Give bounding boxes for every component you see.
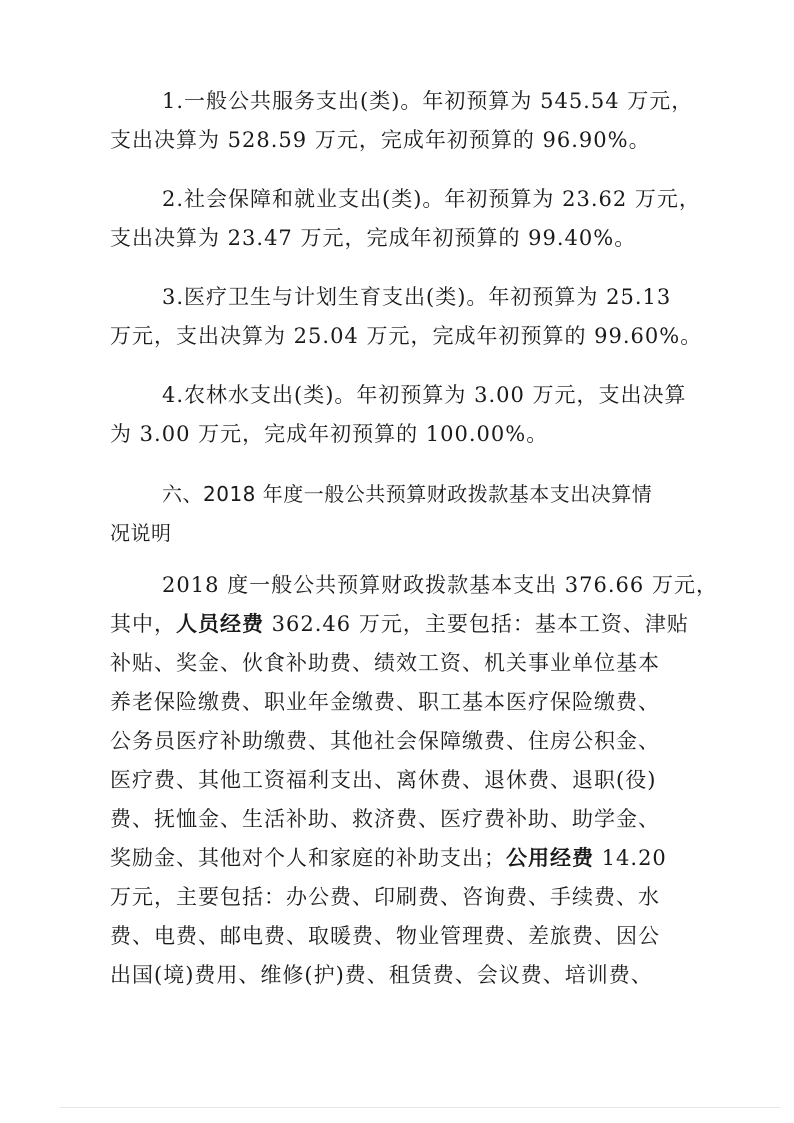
body-line-7: 费、抚恤金、生活补助、救济费、医疗费补助、助学金、 — [110, 807, 660, 831]
item-1-line-2: 支出决算为 528.59 万元，完成年初预算的 96.90%。 — [110, 128, 651, 152]
body-line-2-pre: 其中， — [110, 612, 176, 636]
body-line-5: 公务员医疗补助缴费、其他社会保障缴费、住房公积金、 — [110, 729, 660, 753]
body-line-8-pre: 奖励金、其他对个人和家庭的补助支出； — [110, 846, 506, 870]
body-line-4: 养老保险缴费、职业年金缴费、职工基本医疗保险缴费、 — [110, 690, 660, 714]
item-3-line-1: 3.医疗卫生与计划生育支出(类)。年初预算为 25.13 — [162, 285, 672, 309]
section-heading-line-2: 况说明 — [110, 521, 172, 545]
item-2-paragraph — [110, 180, 701, 258]
item-4-paragraph — [110, 376, 687, 454]
body-line-11: 出国(境)费用、维修(护)费、租赁费、会议费、培训费、 — [110, 963, 653, 987]
item-2-line-2: 支出决算为 23.47 万元，完成年初预算的 99.40%。 — [110, 226, 637, 250]
item-3-line-2: 万元，支出决算为 25.04 万元，完成年初预算的 99.60%。 — [110, 324, 703, 348]
section-heading — [110, 475, 680, 553]
body-line-9: 万元，主要包括：办公费、印刷费、咨询费、手续费、水 — [110, 885, 660, 909]
personnel-expense-label: 人员经费 — [176, 612, 264, 636]
item-4-line-2: 为 3.00 万元，完成年初预算的 100.00%。 — [110, 422, 549, 446]
public-expense-label: 公用经费 — [506, 846, 594, 870]
body-paragraph — [110, 566, 718, 995]
body-line-8-post: 14.20 — [594, 846, 667, 870]
item-3-paragraph — [110, 278, 703, 356]
page-bottom-divider — [60, 1107, 780, 1108]
body-line-10: 费、电费、邮电费、取暖费、物业管理费、差旅费、因公 — [110, 924, 660, 948]
body-line-2 — [110, 605, 689, 644]
body-line-8 — [110, 839, 680, 878]
body-line-6: 医疗费、其他工资福利支出、离休费、退休费、退职(役) — [110, 768, 657, 792]
item-1-paragraph — [110, 82, 694, 160]
body-line-2-post: 362.46 万元，主要包括：基本工资、津贴 — [264, 612, 689, 636]
item-2-line-1: 2.社会保障和就业支出(类)。年初预算为 23.62 万元， — [162, 187, 701, 211]
section-heading-line-1: 六、2018 年度一般公共预算财政拨款基本支出决算情 — [162, 482, 653, 506]
item-1-line-1: 1.一般公共服务支出(类)。年初预算为 545.54 万元， — [162, 89, 694, 113]
body-line-3: 补贴、奖金、伙食补助费、绩效工资、机关事业单位基本 — [110, 651, 660, 675]
item-4-line-1: 4.农林水支出(类)。年初预算为 3.00 万元，支出决算 — [162, 383, 687, 407]
body-line-1: 2018 度一般公共预算财政拨款基本支出 376.66 万元， — [162, 573, 718, 597]
